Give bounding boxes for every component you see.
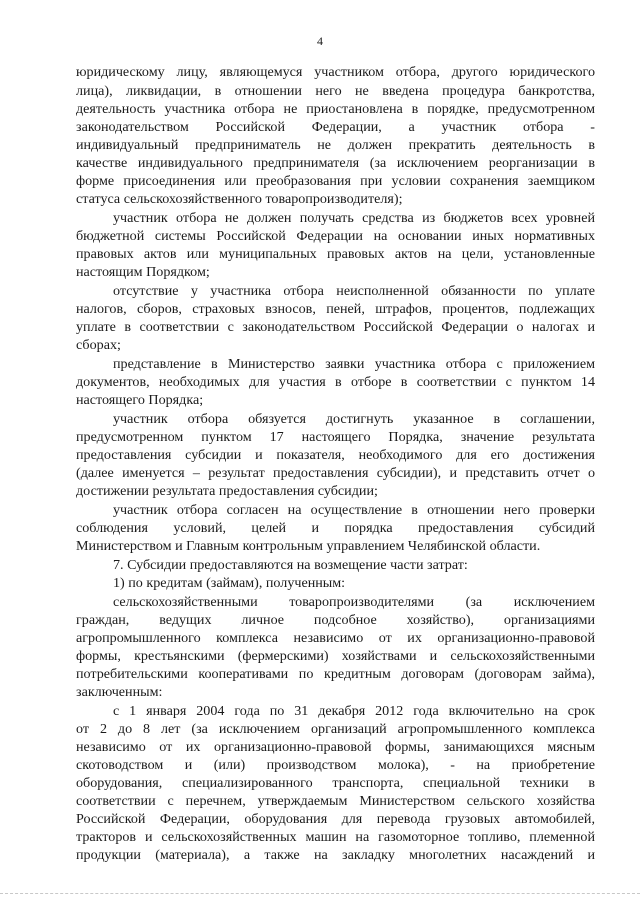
text-line: соблюдения условий, целей и порядка предоставления субсидий xyxy=(76,520,595,536)
text-line: юридическому лицу, являющемуся участником отбора, другого юридического xyxy=(76,64,595,80)
text-line: соответствии с перечнем, утверждаемым Министерством сельского хозяйства xyxy=(76,793,595,809)
text-line: агропромышленного комплекса независимо от их организационно-правовой xyxy=(76,630,595,646)
section-heading: 7. Субсидии предоставляются на возмещение части затрат: xyxy=(113,557,468,573)
text-line: достижении результата предоставления субсидии; xyxy=(76,483,378,499)
text-line: скотоводством и (или) производством молока), - на приобретение xyxy=(76,757,595,773)
text-line: предусмотренном пунктом 17 настоящего Порядка, значение результата xyxy=(76,429,595,445)
text-line: статуса сельскохозяйственного товаропроизводителя); xyxy=(76,191,403,207)
text-line: правовых актов или муниципальных правовых актов на цели, установленные xyxy=(76,246,595,262)
text-line: деятельность участника отбора не приостановлена в порядке, предусмотренном xyxy=(76,101,595,117)
text-line: потребительскими кооперативами по кредитным договорам (договорам займа), xyxy=(76,666,595,682)
text-line: индивидуальный предприниматель не должен прекратить деятельность в xyxy=(76,137,595,153)
paragraph-first-line: отсутствие у участника отбора неисполненной обязанности по уплате xyxy=(113,283,595,299)
text-line: бюджетной системы Российской Федерации на основании иных нормативных xyxy=(76,228,595,244)
text-line: независимо от их организационно-правовой формы, занимающихся мясным xyxy=(76,739,595,755)
text-line: сборах; xyxy=(76,337,121,353)
text-line: настоящего Порядка; xyxy=(76,392,204,408)
text-line: лица), ликвидации, в отношении него не введена процедура банкротства, xyxy=(76,83,595,99)
text-line: Министерством и Главным контрольным управлением Челябинской области. xyxy=(76,538,541,554)
text-line: настоящим Порядком; xyxy=(76,264,210,280)
paragraph-first-line: участник отбора согласен на осуществление в отношении него проверки xyxy=(113,502,595,518)
text-line: законодательством Российской Федерации, а участник отбора - xyxy=(76,119,595,135)
text-line: от 2 до 8 лет (за исключением организаций агропромышленного комплекса xyxy=(76,721,595,737)
text-line: формы, крестьянскими (фермерскими) хозяйствами и сельскохозяйственными xyxy=(76,648,595,664)
text-line: предоставления субсидии и показателя, необходимого для его достижения xyxy=(76,447,595,463)
text-line: документов, необходимых для участия в отборе в соответствии с пунктом 14 xyxy=(76,374,595,390)
text-line: тракторов и сельскохозяйственных машин на газомоторное топливо, племенной xyxy=(76,829,595,845)
page-bottom-divider xyxy=(0,893,640,894)
paragraph-first-line: участник отбора не должен получать средства из бюджетов всех уровней xyxy=(113,210,595,226)
paragraph-first-line: представление в Министерство заявки участника отбора с приложением xyxy=(113,356,595,372)
paragraph-first-line: с 1 января 2004 года по 31 декабря 2012 года включительно на срок xyxy=(113,703,595,719)
page-number: 4 xyxy=(317,34,323,48)
subsection-heading: 1) по кредитам (займам), полученным: xyxy=(113,575,346,591)
text-line: Российской Федерации, оборудования для перевода грузовых автомобилей, xyxy=(76,811,595,827)
text-line: качестве индивидуального предпринимателя (за исключением реорганизации в xyxy=(76,155,595,171)
text-line: продукции (материала), а также на закладку многолетних насаждений и xyxy=(76,847,595,863)
text-line: заключенным: xyxy=(76,684,163,700)
paragraph-first-line: сельскохозяйственными товаропроизводителями (за исключением xyxy=(113,594,595,610)
text-line: уплате в соответствии с законодательством Российской Федерации о налогах и xyxy=(76,319,595,335)
text-line: форме присоединения или преобразования при условии сохранения заемщиком xyxy=(76,173,595,189)
text-line: налогов, сборов, страховых взносов, пеней, штрафов, процентов, подлежащих xyxy=(76,301,595,317)
text-line: оборудования, специализированного транспорта, специальной техники в xyxy=(76,775,595,791)
paragraph-first-line: участник отбора обязуется достигнуть указанное в соглашении, xyxy=(113,411,595,427)
text-line: (далее именуется – результат предоставления субсидии), и представить отчет о xyxy=(76,465,595,481)
text-line: граждан, ведущих личное подсобное хозяйство), организациями xyxy=(76,612,595,628)
